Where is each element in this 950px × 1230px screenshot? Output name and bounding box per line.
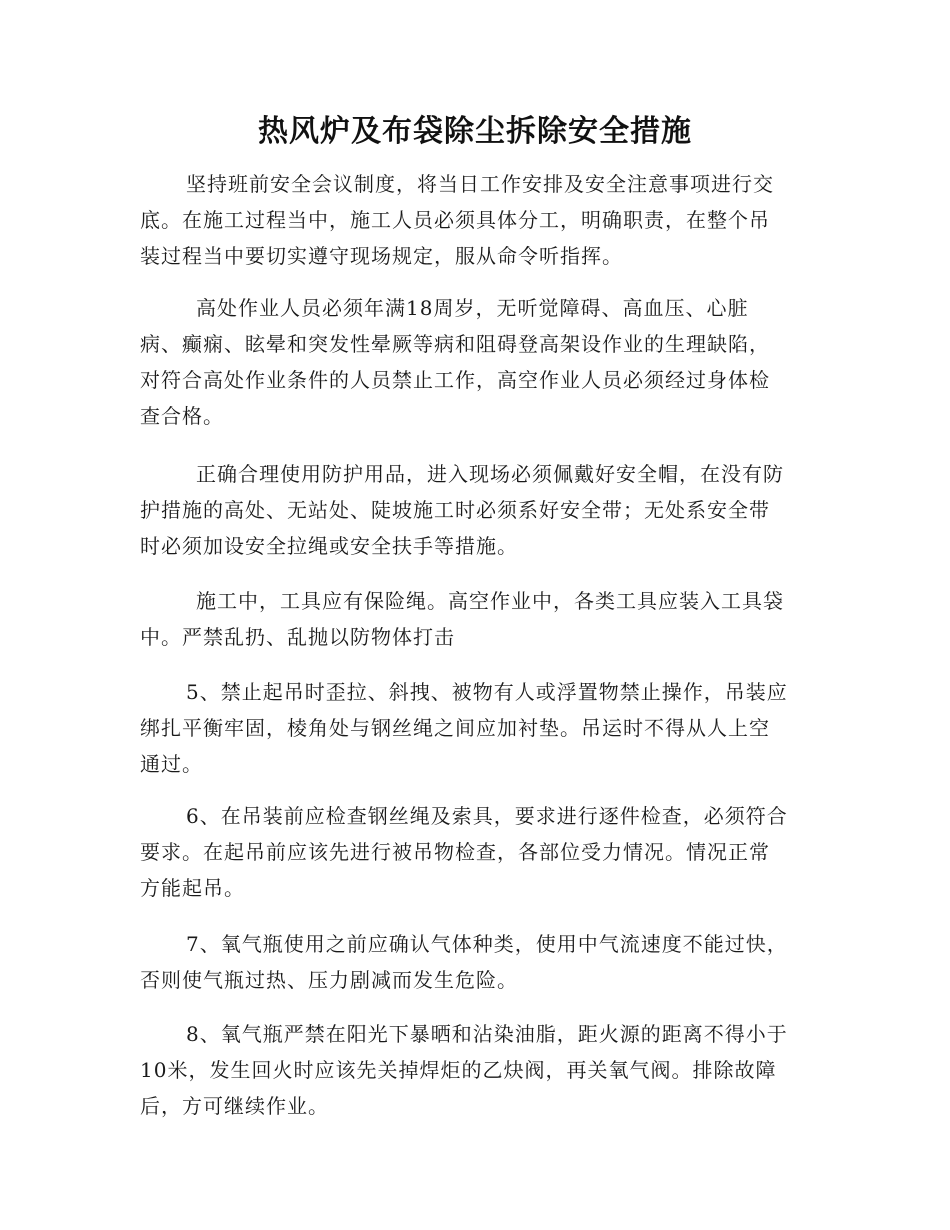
paragraph-line: 施工中，工具应有保险绳。高空作业中，各类工具应装入工具袋 [196,589,784,613]
paragraph-line: 6、在吊装前应检查钢丝绳及索具，要求进行逐件检查，必须符合 [186,804,788,828]
paragraph-line: 绑扎平衡牢固，棱角处与钢丝绳之间应加衬垫。吊运时不得从人上空 [140,716,770,740]
paragraph-line: 病、癫痫、眩晕和突发性晕厥等病和阻碍登高架设作业的生理缺陷， [140,332,770,356]
paragraph-line: 高处作业人员必须年满18周岁，无听觉障碍、高血压、心脏 [196,296,749,320]
paragraph-line: 后，方可继续作业。 [140,1094,329,1118]
paragraph-line: 坚持班前安全会议制度，将当日工作安排及安全注意事项进行交 [186,172,774,196]
paragraph-line: 7、氧气瓶使用之前应确认气体种类，使用中气流速度不能过快， [186,932,788,956]
paragraph-line: 时必须加设安全拉绳或安全扶手等措施。 [140,534,518,558]
page-title: 热风炉及布袋除尘拆除安全措施 [258,114,692,149]
paragraph-line: 5、禁止起吊时歪拉、斜拽、被物有人或浮置物禁止操作，吊装应 [186,680,788,704]
paragraph-6 [140,798,810,906]
paragraph-4 [140,583,810,655]
paragraph-line: 8、氧气瓶严禁在阳光下暴晒和沾染油脂，距火源的距离不得小于 [186,1022,788,1046]
paragraph-line: 10米，发生回火时应该先关掉焊炬的乙炔阀，再关氧气阀。排除故障 [140,1058,777,1082]
paragraph-line: 对符合高处作业条件的人员禁止工作，高空作业人员必须经过身体检 [140,368,770,392]
paragraph-line: 正确合理使用防护用品，进入现场必须佩戴好安全帽，在没有防 [196,462,784,486]
paragraph-line: 否则使气瓶过热、压力剧减而发生危险。 [140,968,518,992]
paragraph-line: 装过程当中要切实遵守现场规定，服从命令听指挥。 [140,244,623,268]
paragraph-5 [140,674,810,782]
paragraph-line: 要求。在起吊前应该先进行被吊物检查，各部位受力情况。情况正常 [140,840,770,864]
paragraph-line: 中。严禁乱扔、乱抛以防物体打击 [140,625,455,649]
paragraph-1 [140,166,810,274]
paragraph-line: 底。在施工过程当中，施工人员必须具体分工，明确职责，在整个吊 [140,208,770,232]
paragraph-line: 查合格。 [140,404,224,428]
paragraph-line: 方能起吊。 [140,876,245,900]
paragraph-line: 护措施的高处、无站处、陡坡施工时必须系好安全带；无处系安全带 [140,498,770,522]
paragraph-3 [140,456,810,564]
paragraph-7 [140,926,810,998]
paragraph-line: 通过。 [140,752,203,776]
paragraph-2 [140,290,810,434]
paragraph-8 [140,1016,810,1124]
